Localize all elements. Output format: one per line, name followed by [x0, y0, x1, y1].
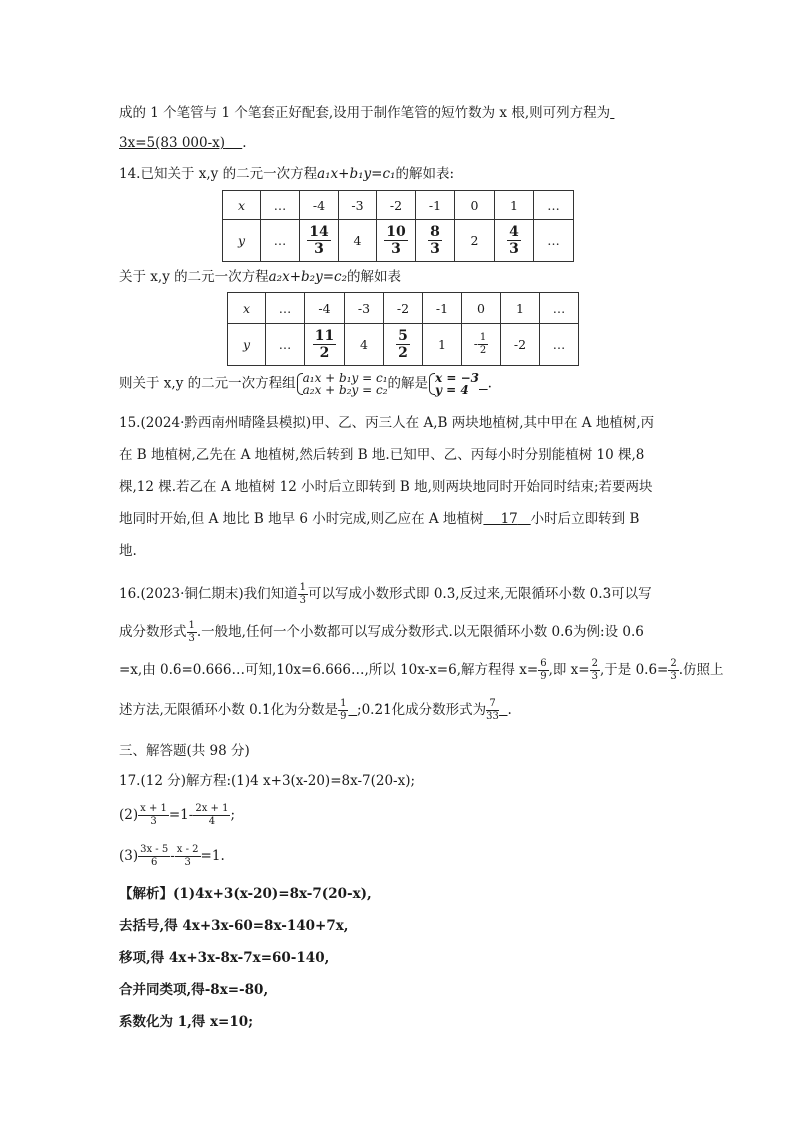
question-16-line: =x,由 0.6 ·=0.666…可知,10x=6.666…,所以 10x-x=6,解方程得 x= $\frac{6}{9}$ ,即 x= $\frac{2}{3}$ ,于是 0.6 ·= $\frac{2}{3}$ .仿照上: [119, 657, 724, 683]
fraction: $\frac{8}{3}$: [430, 224, 440, 257]
table-cell: - $\frac{1}{2}$: [462, 324, 501, 366]
solution-line: 【解析】(1)4x+3(x-20)=8x-7(20-x),: [119, 886, 372, 902]
answer-blank: 3x=5(83 000-x): [119, 135, 226, 151]
question-17-stem: 17.(12 分)解方程:(1)4 x+3(x-20)=8x-7(20-x);: [119, 773, 416, 789]
question-17-part2: (2) $\frac{x + 1}{3}$ =1- $\frac{2x + 1}{4}$ ;: [119, 803, 236, 827]
solution-line: 移项,得 4x+3x-8x-7x=60-140,: [119, 950, 330, 966]
fraction: $\frac{2}{3}$: [670, 658, 677, 682]
table-cell: -3: [345, 293, 384, 324]
table-cell: y: [228, 324, 266, 366]
table-cell: 0: [462, 293, 501, 324]
answer-fraction: $\frac{7}{33}$: [486, 698, 499, 722]
table-cell: x: [223, 191, 261, 220]
table-cell: …: [534, 191, 574, 220]
question-17-part3: (3) $\frac{3x - 5}{6}$ - $\frac{x - 2}{3}$ =1.: [119, 844, 225, 868]
table-cell: -2: [384, 293, 423, 324]
table-cell: [300, 220, 339, 262]
table-row-x: [223, 191, 574, 220]
table-cell: x: [228, 293, 266, 324]
table-cell: [384, 324, 423, 366]
solution-table-2: [227, 292, 579, 366]
table-cell: -2: [501, 324, 540, 366]
question-14-mid: 关于 x,y 的二元一次方程a₂x+b₂y=c₂的解如表: [119, 269, 401, 285]
question-14-stem: 14.已知关于 x,y 的二元一次方程a₁x+b₁y=c₁的解如表:: [119, 166, 455, 182]
question-15-line: 在 B 地植树,乙先在 A 地植树,然后转到 B 地.已知甲、乙、丙每小时分别能植树 10 棵,8: [119, 447, 645, 463]
table-cell: …: [534, 220, 574, 262]
fraction: $\frac{10}{3}$: [386, 224, 406, 257]
fraction: $\frac{4}{3}$: [509, 224, 519, 257]
table-cell: [416, 220, 455, 262]
table-cell: 2: [455, 220, 495, 262]
fraction: $\frac{2x + 1}{4}$: [195, 803, 229, 827]
table-cell: -1: [423, 293, 462, 324]
question-15-line: 15.(2024·黔西南州晴隆县模拟)甲、乙、丙三人在 A,B 两块地植树,其中甲在 A 地植树,丙: [119, 415, 655, 431]
table-cell: …: [261, 220, 300, 262]
fraction: $\frac{1}{3}$: [188, 620, 195, 644]
table-cell: 1: [423, 324, 462, 366]
table-cell: …: [266, 293, 305, 324]
question-15-line: 棵,12 棵.若乙在 A 地植树 12 小时后立即转到 B 地,则两块地同时开始同时结束;若要两块: [119, 479, 653, 495]
table-cell: -1: [416, 191, 455, 220]
table-row-x: [228, 293, 579, 324]
answer-system: x = −3 y = 4: [428, 372, 479, 396]
fraction: $\frac{6}{9}$: [540, 658, 547, 682]
table-row-y: [228, 324, 579, 366]
fraction: $\frac{3x - 5}{6}$: [140, 844, 169, 868]
table-cell: -3: [339, 191, 377, 220]
table-cell: [495, 220, 534, 262]
table-cell: 4: [345, 324, 384, 366]
table-cell: 1: [501, 293, 540, 324]
table-cell: …: [261, 191, 300, 220]
question-16-line: 述方法,无限循环小数 0.1 ·化为分数是 $\frac{1}{9}$ ;0.2 ·1 ·化成分数形式为 $\frac{7}{33}$ .: [119, 697, 512, 723]
question-15-line: 地.: [119, 543, 137, 559]
table-cell: 0: [455, 191, 495, 220]
table-cell: -4: [300, 191, 339, 220]
question-15-line: 地同时开始,但 A 地比 B 地早 6 小时完成,则乙应在 A 地植树 17 小时后立即转到 B: [119, 511, 640, 527]
fraction: $\frac{1}{2}$: [479, 332, 487, 356]
table-cell: 4: [339, 220, 377, 262]
fraction: $\frac{x + 1}{3}$: [140, 803, 167, 827]
solution-table-1: [222, 190, 574, 262]
table-cell: …: [266, 324, 305, 366]
text-line: 成的 1 个笔管与 1 个笔套正好配套,设用于制作笔管的短竹数为 x 根,则可列方程为: [119, 105, 611, 121]
fraction: $\frac{11}{2}$: [314, 328, 335, 361]
solution-line: 去括号,得 4x+3x-60=8x-140+7x,: [119, 918, 349, 934]
question-14-system: 则关于 x,y 的二元一次方程组 a₁x + b₁y = c₁ a₂x + b₂y = c₂的解是 x = −3 y = 4 .: [119, 370, 492, 397]
section-heading: 三、解答题(共 98 分): [119, 743, 250, 759]
question-16-line: 16.(2023·铜仁期末)我们知道 $\frac{1}{3}$ 可以写成小数形式即 0.3 ·,反过来,无限循环小数 0.3 ·可以写: [119, 581, 652, 607]
table-cell: -2: [377, 191, 416, 220]
table-cell: [377, 220, 416, 262]
table-cell: …: [540, 324, 579, 366]
table-cell: [305, 324, 345, 366]
fraction: $\frac{x - 2}{3}$: [176, 844, 199, 868]
answer-blank: 17: [500, 511, 518, 527]
answer-line: 3x=5(83 000-x) .: [119, 135, 247, 151]
table-cell: 1: [495, 191, 534, 220]
equation-system: a₁x + b₁y = c₁ a₂x + b₂y = c₂: [296, 372, 388, 396]
solution-line: 合并同类项,得-8x=-80,: [119, 982, 269, 998]
answer-fraction: $\frac{1}{9}$: [340, 698, 347, 722]
solution-line: 系数化为 1,得 x=10;: [119, 1014, 254, 1030]
table-cell: -4: [305, 293, 345, 324]
fraction: $\frac{2}{3}$: [591, 658, 598, 682]
table-cell: y: [223, 220, 261, 262]
fraction: $\frac{1}{3}$: [299, 582, 307, 606]
table-cell: …: [540, 293, 579, 324]
fraction: $\frac{5}{2}$: [398, 328, 408, 361]
table-row-y: [223, 220, 574, 262]
question-16-line: 成分数形式 $\frac{1}{3}$ .一般地,任何一个小数都可以写成分数形式.以无限循环小数 0.6 ·为例:设 0.6 ·: [119, 619, 644, 645]
fraction: $\frac{14}{3}$: [309, 224, 329, 257]
